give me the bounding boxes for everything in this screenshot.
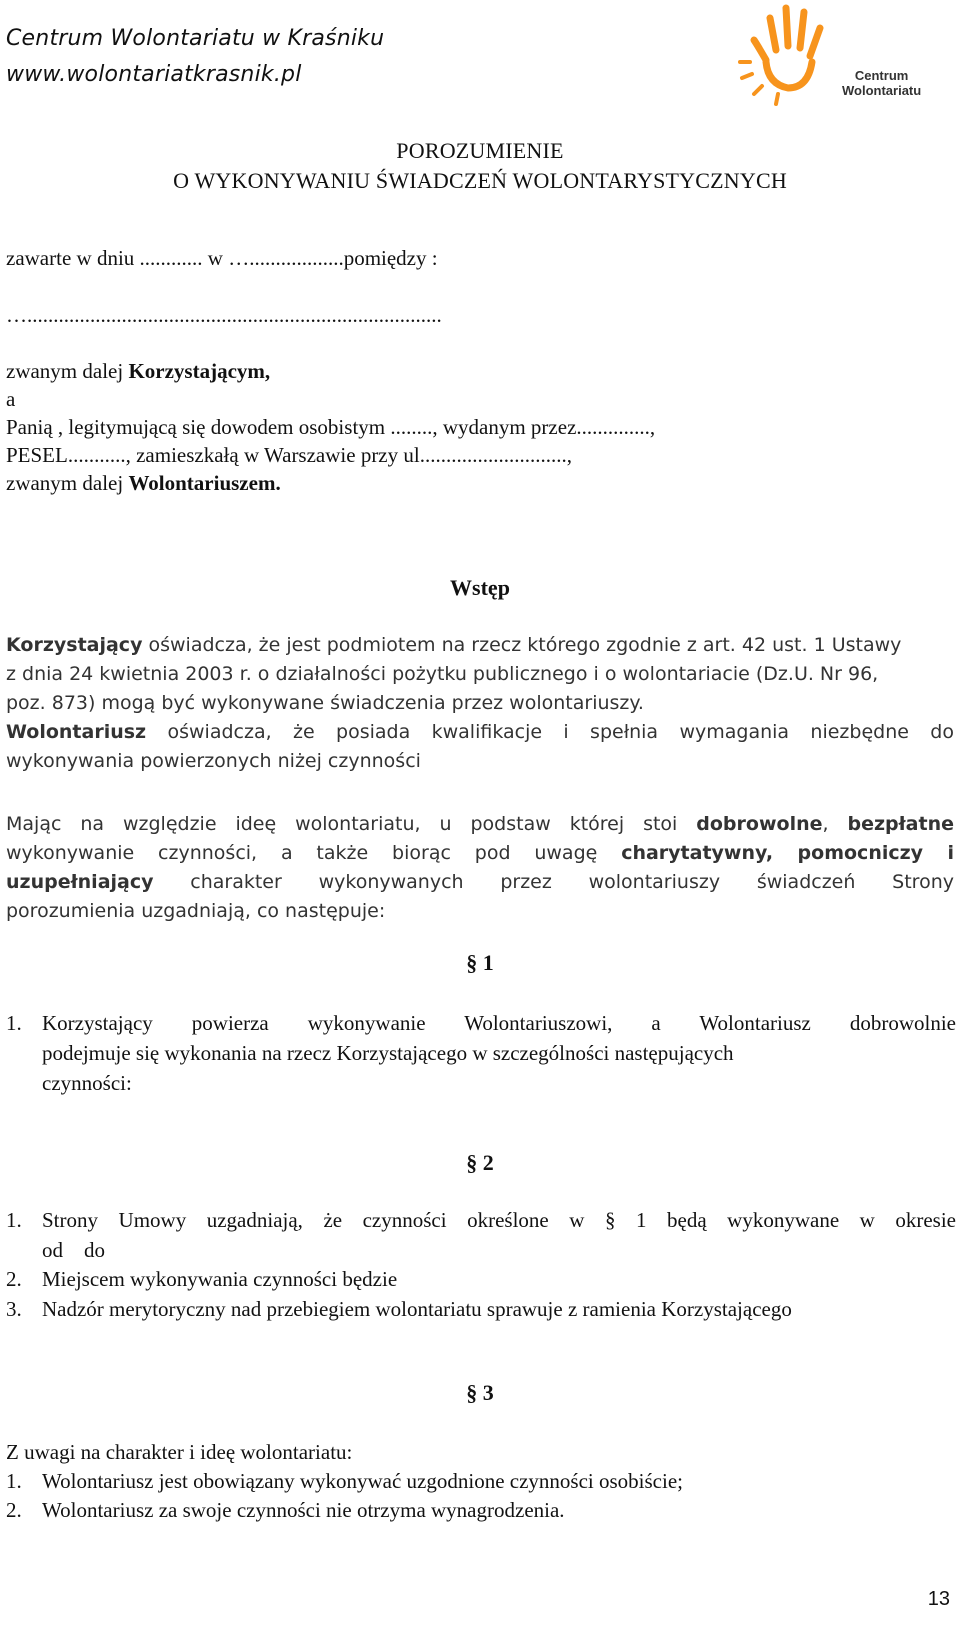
intro-p3-line3 — [6, 867, 954, 897]
intro-p1-line1 — [6, 630, 954, 660]
section-2-item-1 — [6, 1205, 956, 1265]
item-text-line1: Nadzór merytoryczny nad przebiegiem wolontariatu sprawuje z ramienia Korzystającego — [42, 1297, 792, 1321]
designation-prefix: zwanym dalej — [6, 359, 129, 383]
beneficiary-designation — [6, 356, 954, 386]
section-3-heading: § 3 — [466, 1380, 494, 1405]
page-number: 13 — [927, 1588, 950, 1610]
item-number: 1. — [6, 1208, 22, 1232]
emphasis-supplementary: uzupełniający — [6, 871, 154, 893]
item-text-line1: Strony Umowy uzgadniają, że czynności określone w § 1 będą wykonywane w okresie — [42, 1208, 956, 1232]
document-title: POROZUMIENIE — [396, 138, 564, 163]
section-3-item-1 — [6, 1466, 956, 1496]
intro-p3-line1 — [6, 809, 954, 839]
item-text-line1: Wolontariusz za swoje czynności nie otrzyma wynagrodzenia. — [42, 1498, 565, 1522]
intro-heading: Wstęp — [450, 575, 510, 600]
beneficiary-term: Korzystającym, — [128, 359, 271, 383]
intro-p1-line2: z dnia 24 kwietnia 2003 r. o działalności pożytku publicznego i o wolontariacie (Dz.U. Nr 96, — [6, 663, 879, 685]
volunteer-address: PESEL..........., zamieszkałą w Warszawie przy ul............................, — [6, 443, 572, 467]
organization-name: Centrum Wolontariatu w Kraśniku — [6, 26, 385, 51]
volunteer-designation — [6, 468, 954, 498]
beneficiary-term: Korzystający — [6, 634, 143, 656]
agreement-date-place: zawarte w dniu ............ w …..................pomiędzy : — [6, 246, 438, 270]
item-text-line1: Miejscem wykonywania czynności będzie — [42, 1267, 398, 1291]
section-2-item-2 — [6, 1264, 956, 1294]
website-address: www.wolontariatkrasnik.pl — [6, 62, 302, 87]
emphasis-character: charytatywny, pomocniczy i — [621, 842, 955, 864]
conjunction: a — [6, 387, 16, 411]
intro-p2-line1 — [6, 717, 954, 747]
item-number: 1. — [6, 1469, 22, 1493]
section-3-lead: Z uwagi na charakter i ideę wolontariatu: — [6, 1440, 353, 1464]
volunteer-identity: Panią , legitymującą się dowodem osobistym ........, wydanym przez.............., — [6, 415, 656, 439]
item-number: 1. — [6, 1011, 22, 1035]
section-2-item-3 — [6, 1294, 956, 1324]
section-2-heading: § 2 — [466, 1150, 494, 1175]
section-1-item-1 — [6, 1008, 956, 1098]
item-text-line1: Korzystający powierza wykonywanie Wolontariuszowi, a Wolontariusz dobrowolnie — [42, 1011, 956, 1035]
item-number: 2. — [6, 1498, 22, 1522]
section-1-heading: § 1 — [466, 950, 494, 975]
separator: , — [822, 813, 848, 835]
designation-prefix: zwanym dalej — [6, 471, 129, 495]
logo-text-line2: Wolontariatu — [842, 83, 922, 98]
hand-icon — [736, 0, 846, 110]
intro-p3-text: charakter wykonywanych przez wolontariuszy świadczeń Strony — [153, 871, 954, 893]
logo-text-line1: Centrum — [854, 68, 909, 83]
item-text-line2: podejmuje się wykonania na rzecz Korzystającego w szczególności następujących — [42, 1041, 734, 1065]
volunteer-term: Wolontariusz — [6, 721, 147, 743]
intro-p3-line4: porozumienia uzgadniają, co następuje: — [6, 900, 386, 922]
emphasis-voluntary: dobrowolne — [696, 813, 823, 835]
item-text-line3: czynności: — [42, 1071, 132, 1095]
section-3-item-2 — [6, 1495, 956, 1525]
item-number: 2. — [6, 1267, 22, 1291]
document-subtitle: O WYKONYWANIU ŚWIADCZEŃ WOLONTARYSTYCZNYCH — [173, 168, 787, 193]
emphasis-free: bezpłatne — [847, 813, 954, 835]
intro-p1-text: oświadcza, że jest podmiotem na rzecz którego zgodnie z art. 42 ust. 1 Ustawy — [142, 634, 902, 656]
intro-p3-text: wykonywanie czynności, a także biorąc pod uwagę — [6, 842, 622, 864]
item-number: 3. — [6, 1297, 22, 1321]
intro-p2-text: oświadcza, że posiada kwalifikacje i spełnia wymagania niezbędne do — [146, 721, 954, 743]
intro-p2-line2: wykonywania powierzonych niżej czynności — [6, 750, 421, 772]
volunteer-term: Wolontariuszem. — [128, 471, 281, 495]
beneficiary-name-blank: …............................................................................... — [6, 303, 442, 327]
logo — [736, 0, 936, 110]
intro-p3-text: Mając na względzie ideę wolontariatu, u podstaw której stoi — [6, 813, 697, 835]
logo-text — [842, 68, 921, 98]
intro-p3-line2 — [6, 838, 954, 868]
item-text-line1: Wolontariusz jest obowiązany wykonywać uzgodnione czynności osobiście; — [42, 1469, 683, 1493]
item-text-line2: od do — [42, 1238, 105, 1262]
intro-p1-line3: poz. 873) mogą być wykonywane świadczenia przez wolontariuszy. — [6, 692, 644, 714]
